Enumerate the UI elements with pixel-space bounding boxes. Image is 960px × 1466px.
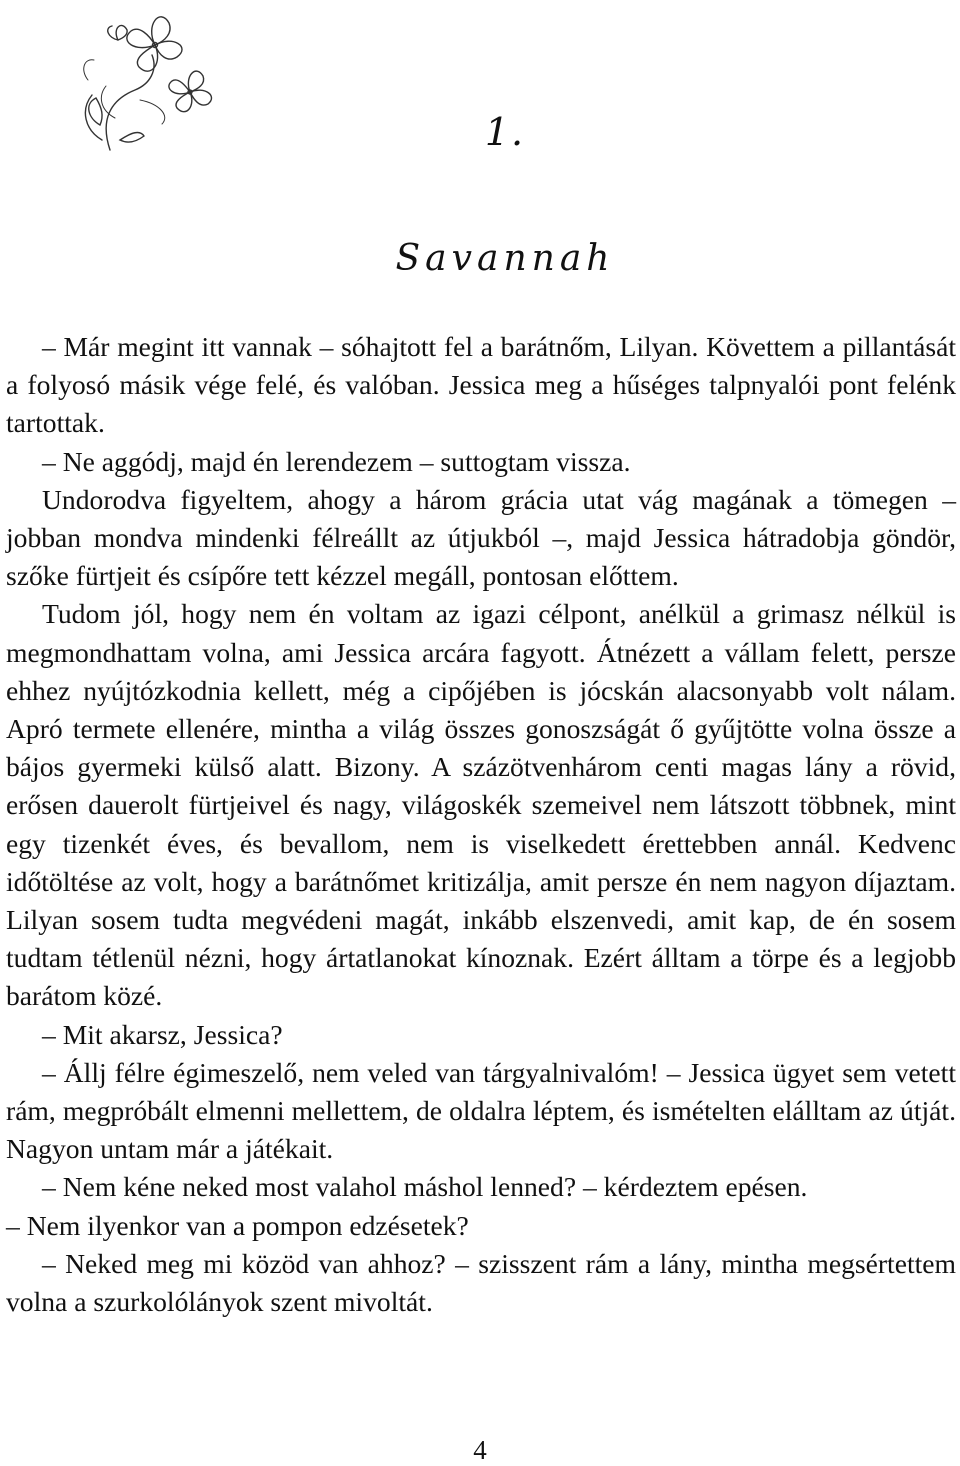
paragraph: – Neked meg mi közöd van ahhoz? – szisszent rám a lány, mintha megsértettem volna a szurkolólányok szent mivoltát. <box>6 1247 956 1318</box>
paragraph: – Mit akarsz, Jessica? <box>42 1018 283 1050</box>
paragraph: – Már megint itt vannak – sóhajtott fel a barátnőm, Lilyan. Követtem a pillantását a folyosó másik vége felé, és valóban. Jessica meg a hűséges talpnyalói pont felénk tartottak. <box>6 331 956 439</box>
paragraph: – Nem ilyenkor van a pompon edzésetek? <box>6 1209 469 1241</box>
paragraph: – Állj félre égimeszelő, nem veled van tárgyalnivalóm! – Jessica ügyet sem vetett rám, megpróbált elmenni mellettem, de oldalra léptem, és ismételten elálltam az útját. Nagyon untam már a játékait. <box>6 1056 956 1165</box>
chapter-number: 1. <box>484 110 526 154</box>
paragraph: Undorodva figyeltem, ahogy a három grácia utat vág magának a tömegen – jobban mondva mindenki félreállt az útjukból –, majd Jessica hátradobja göndör, szőke fürtjeit és csípőre tett kézzel megáll, pontosan előttem. <box>6 483 956 592</box>
paragraph: – Ne aggódj, majd én lerendezem – suttogtam vissza. <box>42 445 631 477</box>
chapter-body <box>6 328 956 1321</box>
paragraph: Tudom jól, hogy nem én voltam az igazi célpont, anélkül a grimasz nélkül is megmondhattam volna, ami Jessica arcára fagyott. Átnézett a vállam felett, persze ehhez nyújtózkodnia kellett, még a cipőjében is jócskán alacsonyabb volt nálam. Apró termete ellenére, mintha a világ összes gonoszságát ő gyűjtötte volna össze a bájos gyermeki külső alatt. Bizony. A százötvenhárom centi magas lány a rövid, erősen dauerolt fürtjeivel és nagy, világoskék szemeivel nem látszott többnek, mint egy tizenkét éves, és bevallom, nem is viselkedett érettebben annál. Kedvenc időtöltése az volt, hogy a barátnőmet kritizálja, amit persze én nem nagyon díjaztam. Lilyan sosem tudta megvédeni magát, inkább elszenvedi, amit kap, de én sosem tudtam tétlenül nézni, hogy ártatlanokat kínoznak. Ezért álltam a törpe és a legjobb barátom közé. <box>6 598 956 1012</box>
paragraph: – Nem kéne neked most valahol máshol lenned? – kérdeztem epésen. <box>42 1171 808 1203</box>
page-number: 4 <box>473 1435 487 1465</box>
chapter-title: Savannah <box>395 238 615 279</box>
